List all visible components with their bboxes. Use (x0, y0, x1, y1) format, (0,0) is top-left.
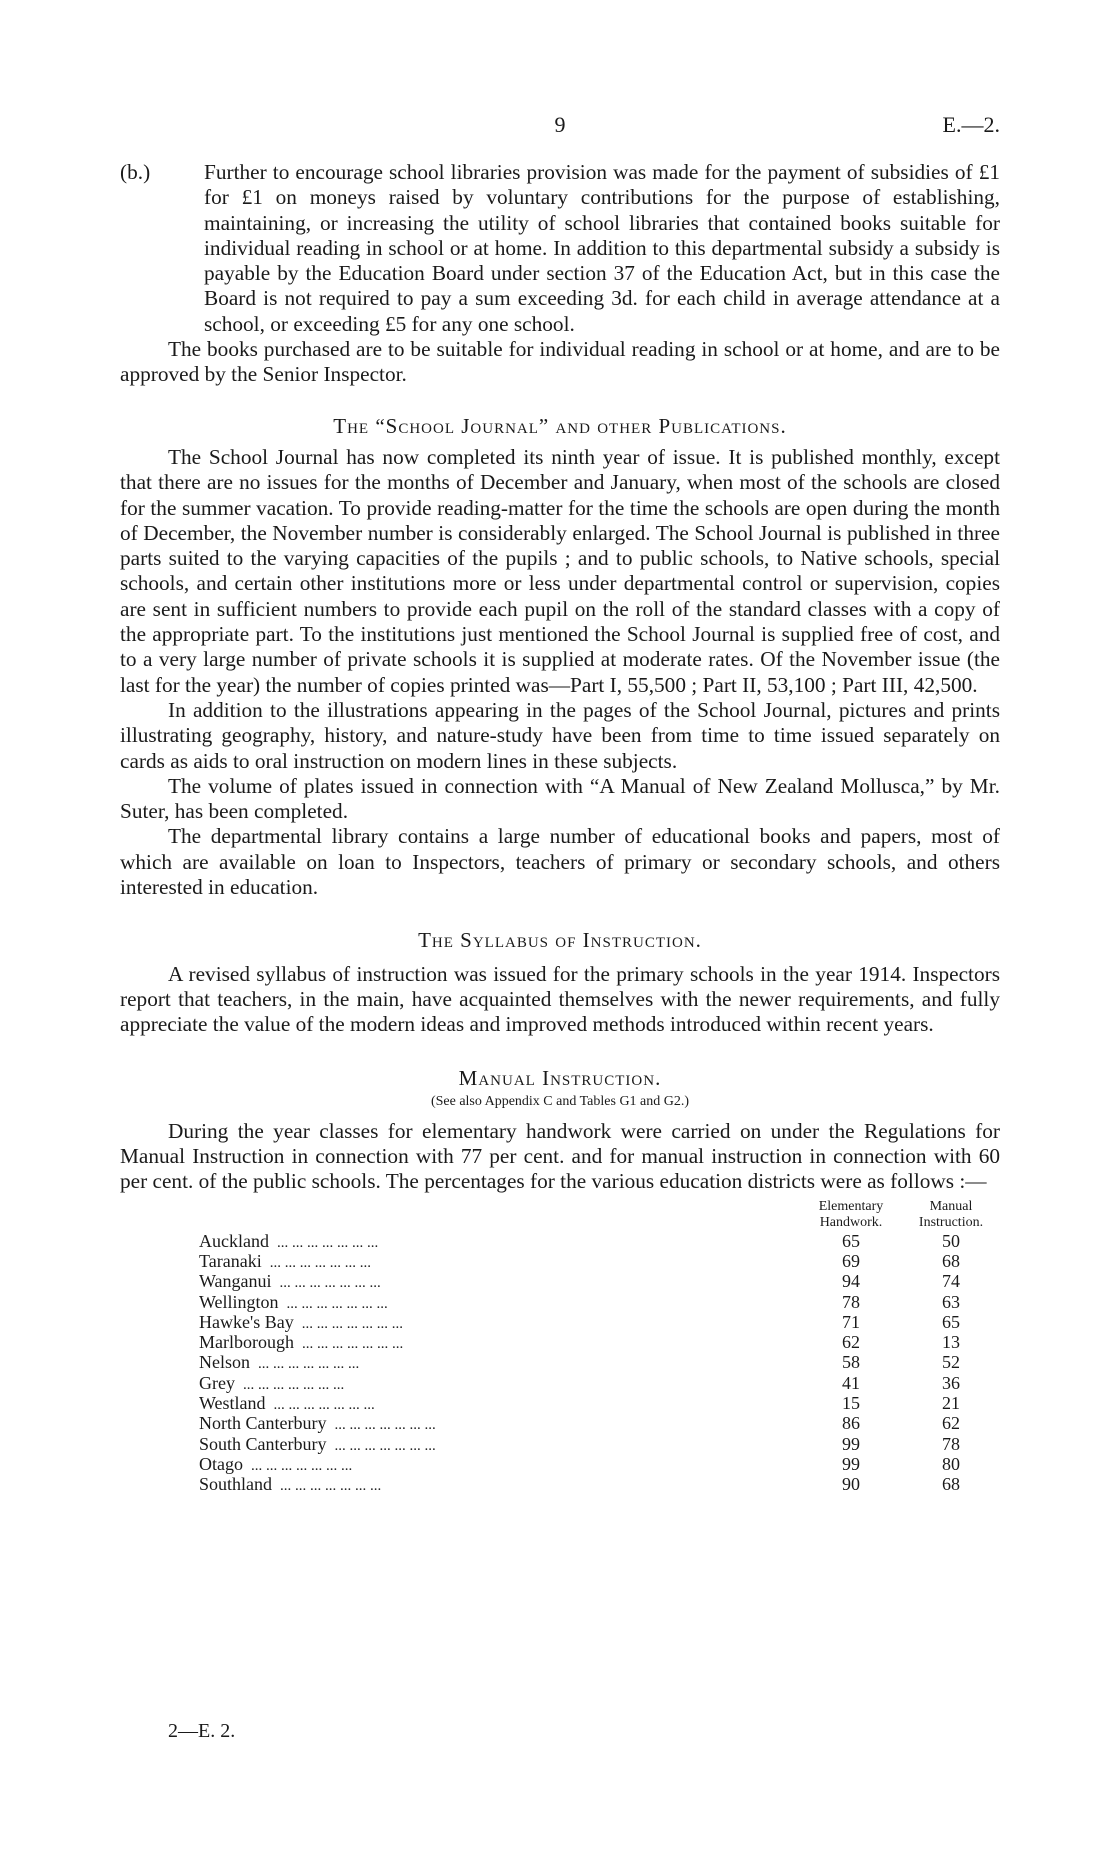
dot-leader: ... ... ... ... ... ... ... (286, 1295, 388, 1312)
handwork-percentage: 86 (842, 1413, 860, 1434)
table-body (199, 1231, 979, 1495)
table-row (199, 1373, 979, 1393)
section-heading-manual-instruction: Manual Instruction. (458, 1065, 662, 1090)
district-name: Hawke's Bay (199, 1311, 294, 1332)
library-subsidy-text: Further to encourage school libraries provision was made for the payment of subsidies of £1 for £1 on moneys raised by voluntary contributions for the purpose of establishing, maintaining, or increasing the utility of school libraries that contained books suitable for individual reading in school or at home. In addition to this departmental subsidy a subsidy is payable by the Education Board under section 37 of the Education Act, but in this case the Board is not required to pay a sum exceeding 3d. for each child in average attendance at a school, or exceeding £5 for any one school. (204, 160, 1000, 336)
district-name: Taranaki (199, 1250, 262, 1271)
dot-leader: ... ... ... ... ... ... ... (334, 1417, 436, 1434)
handwork-percentage: 99 (842, 1433, 860, 1454)
handwork-percentage: 58 (842, 1352, 860, 1373)
table-row (199, 1332, 979, 1352)
table-row (199, 1312, 979, 1332)
page-header (120, 112, 1000, 142)
illustrations-paragraph: In addition to the illustrations appearing in the pages of the School Journal, pictures and prints illustrating geography, history, and nature-study have been from time to time issued separately on cards as aids to oral instruction on modern lines in these subjects. (120, 697, 1000, 773)
page-number: 9 (554, 112, 566, 137)
dot-leader: ... ... ... ... ... ... ... (242, 1376, 345, 1393)
handwork-percentage: 15 (842, 1393, 860, 1414)
handwork-percentage: 62 (842, 1332, 860, 1353)
manual-percentage: 74 (942, 1271, 960, 1292)
document-reference: E.—2. (942, 112, 1000, 137)
handwork-percentage: 90 (842, 1474, 860, 1495)
table-row (199, 1352, 979, 1372)
district-name: Wellington (199, 1291, 279, 1312)
district-name: Nelson (199, 1352, 250, 1373)
library-paragraph: The departmental library contains a large number of educational books and papers, most of which are available on loan to Inspectors, teachers of primary or secondary schools, and others interested in education. (120, 824, 1000, 900)
mollusca-paragraph: The volume of plates issued in connection with “A Manual of New Zealand Mollusca,” by Mr. Suter, has been completed. (120, 773, 1000, 824)
dot-leader: ... ... ... ... ... ... ... (251, 1457, 353, 1474)
district-name: Otago (199, 1453, 243, 1474)
school-journal-paragraph: The School Journal has now completed its ninth year of issue. It is published monthly, except that there are no issues for the months of December and January, when most of the schools are closed for the summer vacation. To provide reading-matter for the time the schools are open during the month of December, the November number is considerably enlarged. The School Journal is published in three parts suited to the varying capacities of the pupils ; and to public schools, to Native schools, special schools, and certain other institutions more or less under departmental control or supervision, copies are sent in sufficient numbers to provide each pupil on the roll of the standard classes with a copy of the appropriate part. To the institutions just mentioned the School Journal is supplied free of cost, and to a very large number of private schools it is supplied at moderate rates. Of the November issue (the last for the year) the number of copies printed was—Part I, 55,500 ; Part II, 53,100 ; Part III, 42,500. (120, 444, 1000, 697)
manual-percentage: 62 (942, 1413, 960, 1434)
manual-percentage: 50 (942, 1230, 960, 1251)
handwork-percentage: 71 (842, 1311, 860, 1332)
library-subsidy-paragraph (120, 160, 1000, 337)
dot-leader: ... ... ... ... ... ... ... (273, 1397, 375, 1414)
district-name: Westland (199, 1393, 266, 1414)
manual-percentage: 80 (942, 1453, 960, 1474)
document-body (120, 160, 1000, 1495)
dot-leader: ... ... ... ... ... ... ... (279, 1275, 381, 1292)
manual-percentage: 36 (942, 1372, 960, 1393)
manual-percentage: 65 (942, 1311, 960, 1332)
manual-percentage: 78 (942, 1433, 960, 1454)
table-row (199, 1413, 979, 1433)
column-header-handwork: Elementary Handwork. (818, 1198, 884, 1230)
district-name: Grey (199, 1372, 235, 1393)
district-name: Marlborough (199, 1332, 294, 1353)
table-row (199, 1474, 979, 1494)
district-name: Southland (199, 1474, 273, 1495)
manual-percentage: 63 (942, 1291, 960, 1312)
section-heading-syllabus: The Syllabus of Instruction. (418, 928, 702, 953)
manual-instruction-paragraph: During the year classes for elementary handwork were carried on under the Regulations for Manual Instruction in connection with 77 per cent. and for manual instruction in connection with 60 per cent. of the public schools. The percentages for the various education districts were as follows :— (120, 1118, 1000, 1194)
table-row (199, 1393, 979, 1413)
appendix-note: (See also Appendix C and Tables G1 and G2.) (430, 1093, 690, 1109)
district-name: North Canterbury (199, 1413, 327, 1434)
table-row (199, 1434, 979, 1454)
district-name: Wanganui (199, 1271, 272, 1292)
handwork-percentage: 94 (842, 1271, 860, 1292)
syllabus-paragraph: A revised syllabus of instruction was issued for the primary schools in the year 1914. Inspectors report that teachers, in the main, have acquainted themselves with the newer requirements, and fully appreciate the value of the modern ideas and improved methods introduced within recent years. (120, 961, 1000, 1037)
books-paragraph: The books purchased are to be suitable for individual reading in school or at home, and are to be approved by the Senior Inspector. (120, 337, 1000, 387)
section-heading-school-journal: The “School Journal” and other Publications. (333, 413, 787, 438)
paragraph-label: (b.) (120, 160, 151, 184)
table-row (199, 1271, 979, 1291)
dot-leader: ... ... ... ... ... ... ... (276, 1234, 379, 1251)
district-name: South Canterbury (199, 1433, 327, 1454)
dot-leader: ... ... ... ... ... ... ... (269, 1254, 371, 1271)
table-row (199, 1251, 979, 1271)
dot-leader: ... ... ... ... ... ... ... (301, 1336, 404, 1353)
dot-leader: ... ... ... ... ... ... ... (258, 1356, 360, 1373)
dot-leader: ... ... ... ... ... ... ... (334, 1437, 436, 1454)
dot-leader: ... ... ... ... ... ... ... (280, 1478, 382, 1495)
table-row (199, 1454, 979, 1474)
manual-percentage: 52 (942, 1352, 960, 1373)
handwork-percentage: 65 (842, 1230, 860, 1251)
manual-percentage: 13 (942, 1332, 960, 1353)
handwork-percentage: 99 (842, 1453, 860, 1474)
handwork-percentage: 69 (842, 1250, 860, 1271)
dot-leader: ... ... ... ... ... ... ... (301, 1315, 403, 1332)
handwork-percentage: 41 (842, 1372, 860, 1393)
district-name: Auckland (199, 1230, 269, 1251)
manual-percentage: 68 (942, 1250, 960, 1271)
percentages-table (199, 1198, 984, 1495)
table-row (199, 1231, 979, 1251)
column-header-manual: Manual Instruction. (918, 1198, 984, 1230)
manual-percentage: 68 (942, 1474, 960, 1495)
page-footer: 2—E. 2. (168, 1720, 236, 1742)
table-header (199, 1198, 984, 1231)
manual-percentage: 21 (942, 1393, 960, 1414)
table-row (199, 1292, 979, 1312)
handwork-percentage: 78 (842, 1291, 860, 1312)
